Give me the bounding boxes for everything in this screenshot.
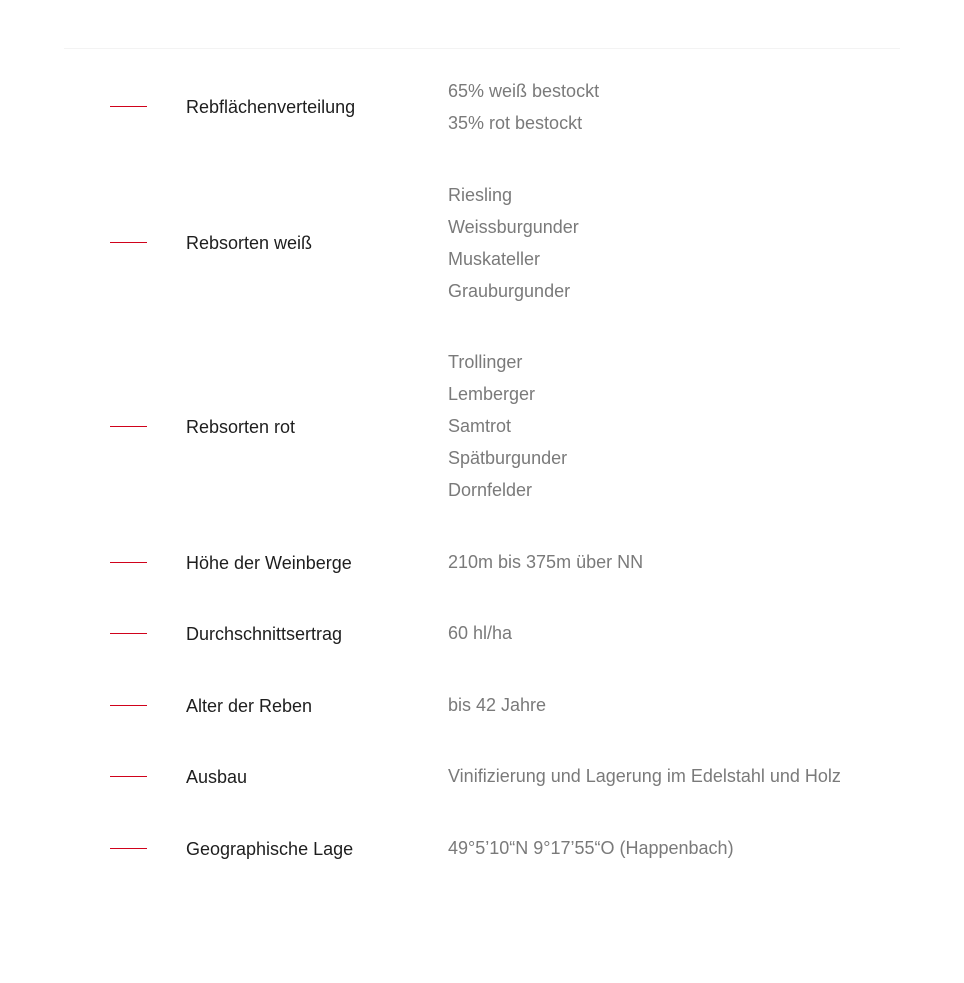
spec-values [448,689,546,721]
spec-values [448,179,579,307]
spec-values [448,546,643,578]
spec-value: Weissburgunder [448,217,579,237]
row-dash [110,106,147,107]
spec-label: Rebsorten rot [186,417,296,437]
spec-value: Riesling [448,185,513,205]
spec-value: Samtrot [448,416,512,436]
spec-values [448,617,512,649]
spec-label: Geographische Lage [186,839,354,859]
spec-value: Trollinger [448,352,523,372]
spec-value: 49°5’10“N 9°17’55“O (Happenbach) [448,838,734,858]
spec-value: 210m bis 375m über NN [448,552,644,572]
spec-label: Rebflächenverteilung [186,97,356,117]
spec-label: Durchschnittsertrag [186,624,343,644]
spec-values [448,346,567,506]
row-dash [110,562,147,563]
row-dash [110,633,147,634]
spec-value: bis 42 Jahre [448,695,547,715]
spec-value: Spätburgunder [448,448,568,468]
spec-label: Ausbau [186,767,248,787]
spec-values [448,832,734,864]
row-dash [110,426,147,427]
top-divider [64,48,900,49]
row-dash [110,705,147,706]
spec-label: Rebsorten weiß [186,233,313,253]
spec-values [448,760,841,792]
spec-values [448,75,599,139]
row-dash [110,776,147,777]
spec-value: 35% rot bestockt [448,113,583,133]
spec-value: Grauburgunder [448,281,571,301]
spec-value: Dornfelder [448,480,533,500]
spec-value: Vinifizierung und Lagerung im Edelstahl und Holz [448,766,841,786]
spec-value: Lemberger [448,384,536,404]
spec-value: Muskateller [448,249,541,269]
spec-value: 60 hl/ha [448,623,513,643]
row-dash [110,242,147,243]
spec-value: 65% weiß bestockt [448,81,600,101]
spec-label: Höhe der Weinberge [186,553,352,573]
row-dash [110,848,147,849]
spec-label: Alter der Reben [186,696,313,716]
